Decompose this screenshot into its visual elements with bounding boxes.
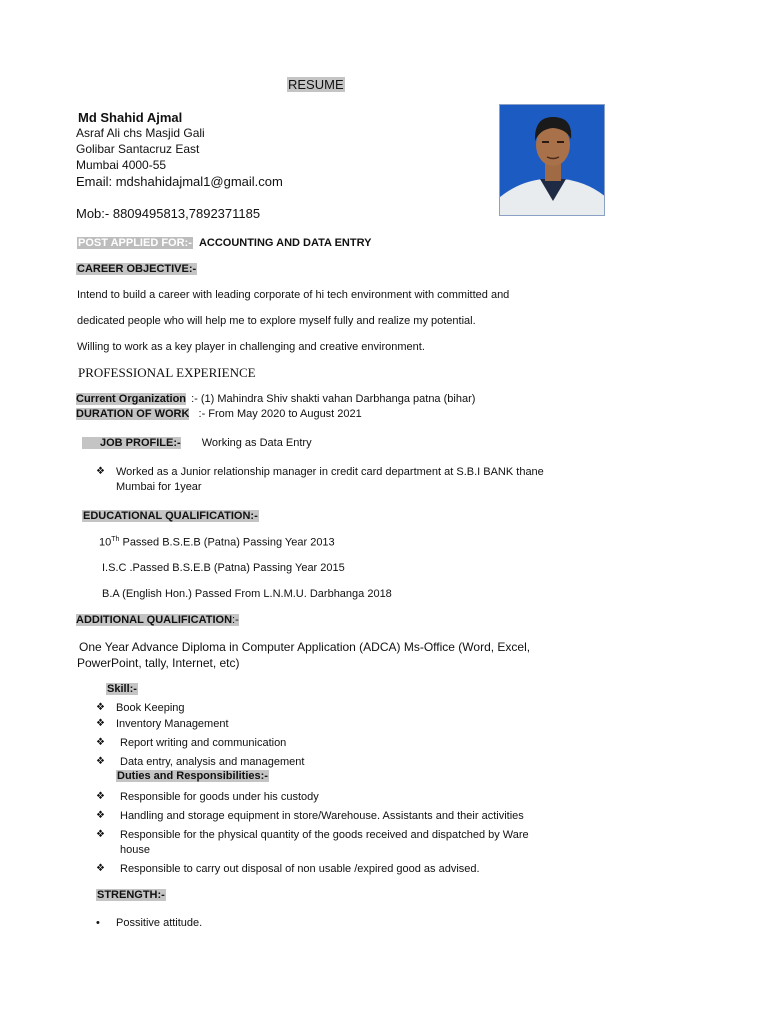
duration-of-work-label: DURATION OF WORK bbox=[76, 408, 190, 420]
address-line-3: Mumbai 4000-55 bbox=[76, 158, 167, 172]
duty-item-continuation: house bbox=[120, 844, 150, 856]
diamond-bullet-icon: ❖ bbox=[96, 756, 105, 767]
profile-photo bbox=[499, 104, 605, 216]
educational-qualification-heading: EDUCATIONAL QUALIFICATION:- bbox=[83, 510, 258, 522]
diamond-bullet-icon: ❖ bbox=[96, 863, 105, 874]
diamond-bullet-icon: ❖ bbox=[96, 718, 105, 729]
candidate-name: Md Shahid Ajmal bbox=[78, 110, 183, 125]
additional-qualification-heading: ADDITIONAL QUALIFICATION bbox=[76, 614, 233, 626]
dot-bullet-icon: • bbox=[96, 917, 100, 929]
address-line-1: Asraf Ali chs Masjid Gali bbox=[76, 126, 205, 140]
post-applied-label: POST APPLIED FOR:- bbox=[78, 237, 192, 249]
education-tenth: 10Th Passed B.S.E.B (Patna) Passing Year 2013 bbox=[99, 536, 335, 549]
diamond-bullet-icon: ❖ bbox=[96, 829, 105, 840]
diamond-bullet-icon: ❖ bbox=[96, 702, 105, 713]
additional-qualification-line-2: PowerPoint, tally, Internet, etc) bbox=[77, 656, 240, 670]
profile-photo-image bbox=[500, 105, 605, 216]
duties-heading: Duties and Responsibilities:- bbox=[117, 770, 268, 782]
resume-title: RESUME bbox=[288, 77, 344, 92]
skill-heading: Skill:- bbox=[107, 683, 137, 695]
diamond-bullet-icon: ❖ bbox=[96, 466, 105, 477]
diamond-bullet-icon: ❖ bbox=[96, 791, 105, 802]
additional-qualification-suffix: :- bbox=[232, 614, 239, 626]
strength-heading: STRENGTH:- bbox=[97, 889, 165, 901]
professional-experience-heading: PROFESSIONAL EXPERIENCE bbox=[78, 365, 256, 380]
career-objective-line-3: Willing to work as a key player in challenging and creative environment. bbox=[77, 341, 425, 353]
experience-bullet-continuation: Mumbai for 1year bbox=[116, 481, 202, 493]
diamond-bullet-icon: ❖ bbox=[96, 810, 105, 821]
current-organization-label: Current Organization bbox=[76, 393, 187, 405]
duration-of-work-value: :- From May 2020 to August 2021 bbox=[198, 408, 362, 420]
post-applied-value: ACCOUNTING AND DATA ENTRY bbox=[198, 237, 372, 249]
education-isc: I.S.C .Passed B.S.E.B (Patna) Passing Year 2015 bbox=[102, 562, 345, 574]
current-organization-value: :- (1) Mahindra Shiv shakti vahan Darbhanga patna (bihar) bbox=[191, 393, 476, 405]
career-objective-line-2: dedicated people who will help me to explore myself fully and realize my potential. bbox=[77, 315, 476, 327]
mobile-text: Mob:- 8809495813,7892371185 bbox=[76, 206, 261, 221]
diamond-bullet-icon: ❖ bbox=[96, 737, 105, 748]
email-text: Email: mdshahidajmal1@gmail.com bbox=[76, 174, 283, 189]
career-objective-heading: CAREER OBJECTIVE:- bbox=[77, 263, 197, 275]
additional-qualification-line-1: One Year Advance Diploma in Computer Application (ADCA) Ms-Office (Word, Excel, bbox=[79, 640, 531, 654]
career-objective-line-1: Intend to build a career with leading corporate of hi tech environment with committed and bbox=[77, 289, 510, 301]
address-line-2: Golibar Santacruz East bbox=[76, 142, 200, 156]
education-ba: B.A (English Hon.) Passed From L.N.M.U. Darbhanga 2018 bbox=[102, 588, 392, 600]
job-profile-label: JOB PROFILE:- bbox=[82, 437, 181, 449]
job-profile-value: Working as Data Entry bbox=[201, 437, 312, 449]
